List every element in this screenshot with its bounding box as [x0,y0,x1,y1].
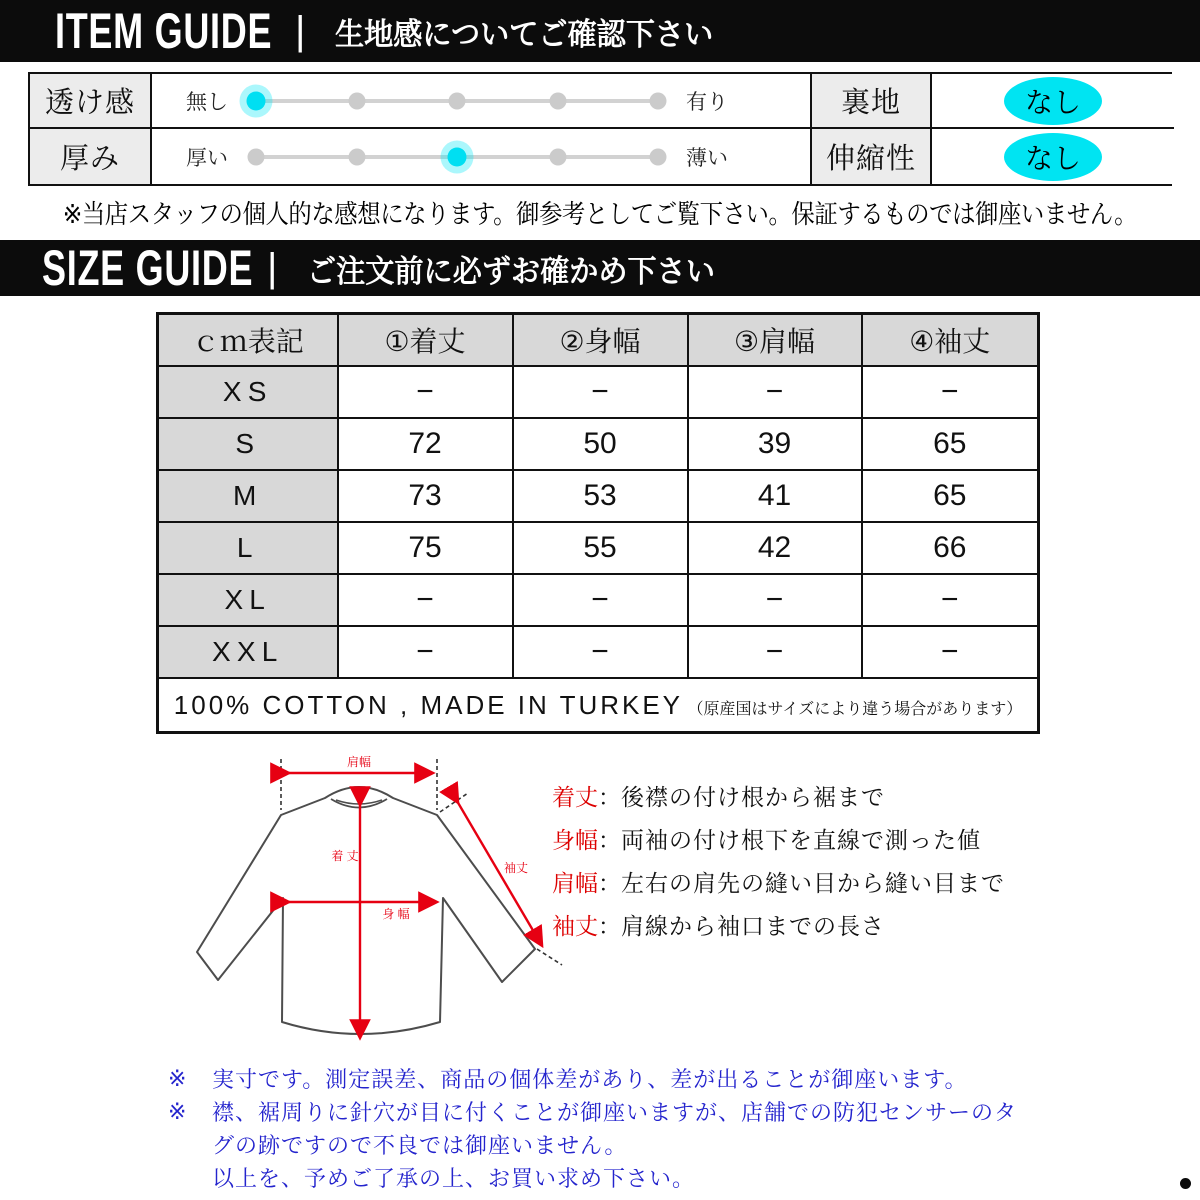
scale-left-label: 無し [186,90,228,114]
col-header-width: ②身幅 [513,314,688,367]
item-guide-banner-subtitle: 生地感についてご確認下さい [335,16,714,52]
note-line [168,1161,1017,1194]
size-label-s: S [158,418,338,470]
cell-value: − [688,626,862,678]
scale-dot [650,148,667,165]
note-text: 実寸です。測定誤差、商品の個体差があり、差が出ることが御座います。 [212,1067,968,1092]
col-header-length: ①着丈 [338,314,513,367]
scale-dot [549,148,566,165]
sleeve-guide-bottom-dashed [537,949,562,965]
scale-dot [549,92,566,109]
col-header-cm: ｃｍ表記 [158,314,338,367]
size-guide-banner-title: SIZE GUIDE [42,240,254,296]
note-text: グの跡ですので不良では御座いません。 [212,1133,628,1158]
size-chart-header-row [158,314,1039,367]
size-label-l: L [158,522,338,574]
legend-separator: ： [598,913,621,939]
note-text: 襟、裾周りに針穴が目に付くことが御座いますが、店舗での防犯センサーのタ [212,1100,1018,1125]
col-header-sleeve: ④袖丈 [862,314,1039,367]
legend-separator: ： [598,870,621,896]
scale-dot [247,91,266,110]
cell-value: − [338,366,513,418]
lining-value-cell [932,74,1174,129]
scale-dot [348,148,365,165]
sleeve-length-label: 袖丈 [503,861,529,875]
thickness-scale [152,129,812,184]
cell-value: − [338,626,513,678]
shoulder-width-label: 肩幅 [346,755,372,769]
cell-value: 55 [513,522,688,574]
note-line [168,1095,1017,1128]
legend-desc: 肩線から袖口までの長さ [621,913,885,939]
cell-value: 50 [513,418,688,470]
lining-value-badge: なし [1004,77,1102,125]
cell-value: − [513,574,688,626]
shirt-measurement-diagram [190,752,570,1052]
scale-track [256,81,658,121]
size-guide-banner-subtitle: ご注文前に必ずお確かめ下さい [307,253,716,289]
cell-value: − [862,366,1039,418]
table-row [158,522,1039,574]
legend-desc: 左右の肩先の縫い目から縫い目まで [621,870,1005,896]
fabric-feel-table [28,72,1172,186]
lining-label: 裏地 [812,74,932,129]
purchase-notes [168,1062,1017,1194]
item-guide-banner-title: ITEM GUIDE [55,3,273,59]
scale-dot [448,147,467,166]
material-text: 100% COTTON , MADE IN TURKEY [173,689,684,720]
legend-item [552,817,1005,860]
note-line [168,1128,1017,1161]
scale-dot [449,92,466,109]
legend-term: 身幅 [552,827,598,853]
cell-value: 73 [338,470,513,522]
size-label-xs: XS [158,366,338,418]
scale-dot [348,92,365,109]
cell-value: − [338,574,513,626]
table-row [158,418,1039,470]
scale-right-label: 有り [686,90,728,114]
cell-value: − [688,574,862,626]
cell-value: − [862,574,1039,626]
sleeve-guide-top-dashed [440,793,468,812]
cell-value: 39 [688,418,862,470]
size-label-m: M [158,470,338,522]
body-length-label: 着 丈 [331,849,359,863]
scale-dot [650,92,667,109]
item-guide-banner [0,0,1200,62]
sheerness-scale [152,74,812,129]
table-row [158,626,1039,678]
table-row [158,366,1039,418]
thickness-label: 厚み [30,129,152,184]
size-label-xxl: XXL [158,626,338,678]
stretch-value-cell [932,129,1174,184]
corner-dot [1180,1178,1191,1189]
size-guide-banner [0,240,1200,296]
size-label-xl: XL [158,574,338,626]
legend-desc: 後襟の付け根から裾まで [621,784,885,810]
cell-value: 65 [862,470,1039,522]
table-row [158,574,1039,626]
legend-item [552,774,1005,817]
note-text: 以上を、予めご了承の上、お買い求め下さい。 [212,1166,696,1191]
scale-right-label: 薄い [686,146,728,170]
legend-term: 肩幅 [552,870,598,896]
item-guide-disclaimer: ※当店スタッフの個人的な感想になります。御参考としてご覧下さい。保証するものでは御座いません。 [62,199,1138,229]
body-width-label: 身 幅 [382,907,410,921]
cell-value: 65 [862,418,1039,470]
cell-value: − [513,366,688,418]
note-marker: ※ [168,1098,188,1124]
scale-left-label: 厚い [186,146,228,170]
legend-separator: ： [598,784,621,810]
col-header-shoulder: ③肩幅 [688,314,862,367]
legend-separator: ： [598,827,621,853]
banner-separator: | [295,8,306,53]
note-marker: ※ [168,1065,188,1091]
stretch-value-badge: なし [1004,133,1102,181]
legend-term: 着丈 [552,784,598,810]
size-chart [156,312,1040,734]
cell-value: − [513,626,688,678]
shirt-outline [197,787,535,1034]
legend-term: 袖丈 [552,913,598,939]
cell-value: 53 [513,470,688,522]
legend-item [552,860,1005,903]
measurement-legend [552,774,1005,946]
cell-value: 72 [338,418,513,470]
legend-desc: 両袖の付け根下を直線で測った値 [621,827,981,853]
cell-value: − [688,366,862,418]
material-note: （原産国はサイズにより違う場合があります） [687,700,1023,718]
cell-value: 66 [862,522,1039,574]
table-row [158,470,1039,522]
stretch-label: 伸縮性 [812,129,932,184]
cell-value: − [862,626,1039,678]
legend-item [552,903,1005,946]
banner-separator: | [267,245,278,290]
cell-value: 42 [688,522,862,574]
cell-value: 75 [338,522,513,574]
cell-value: 41 [688,470,862,522]
scale-dot [248,148,265,165]
note-line [168,1062,1017,1095]
material-row [158,678,1039,733]
sheerness-label: 透け感 [30,74,152,129]
scale-track [256,137,658,177]
